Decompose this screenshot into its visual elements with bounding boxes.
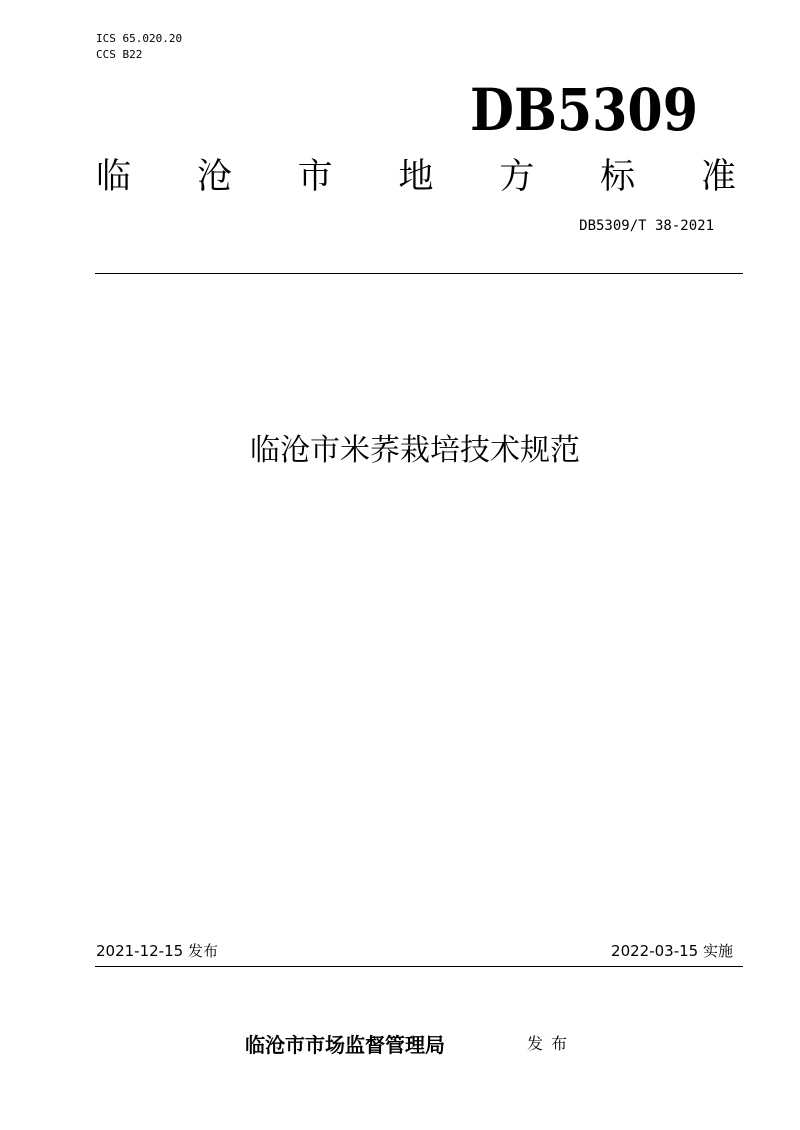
issuing-authority: 临沧市市场监督管理局 — [245, 1033, 445, 1057]
classification-codes — [96, 31, 182, 63]
implement-date: 2022-03-15 实施 — [611, 942, 733, 960]
document-title: 临沧市米荞栽培技术规范 — [250, 433, 580, 468]
standard-type-char: 方 — [499, 157, 535, 197]
ccs-code: CCS B22 — [96, 48, 143, 61]
ics-code: ICS 65.020.20 — [96, 32, 183, 45]
issue-label: 发布 — [527, 1034, 576, 1053]
standard-type-heading — [96, 150, 736, 198]
standard-type-char: 沧 — [196, 157, 232, 197]
publish-date: 2021-12-15 发布 — [96, 942, 218, 960]
top-divider — [95, 273, 743, 274]
standard-number: DB5309/T 38-2021 — [579, 218, 714, 234]
db-logo-text: DB5309 — [470, 78, 698, 140]
standard-type-char: 地 — [398, 157, 434, 197]
standard-type-char: 市 — [297, 157, 333, 197]
standard-type-char: 标 — [600, 157, 636, 197]
bottom-divider — [95, 966, 743, 967]
db-logo — [470, 78, 710, 140]
standard-type-char: 准 — [700, 157, 736, 197]
standard-type-char: 临 — [96, 157, 132, 197]
